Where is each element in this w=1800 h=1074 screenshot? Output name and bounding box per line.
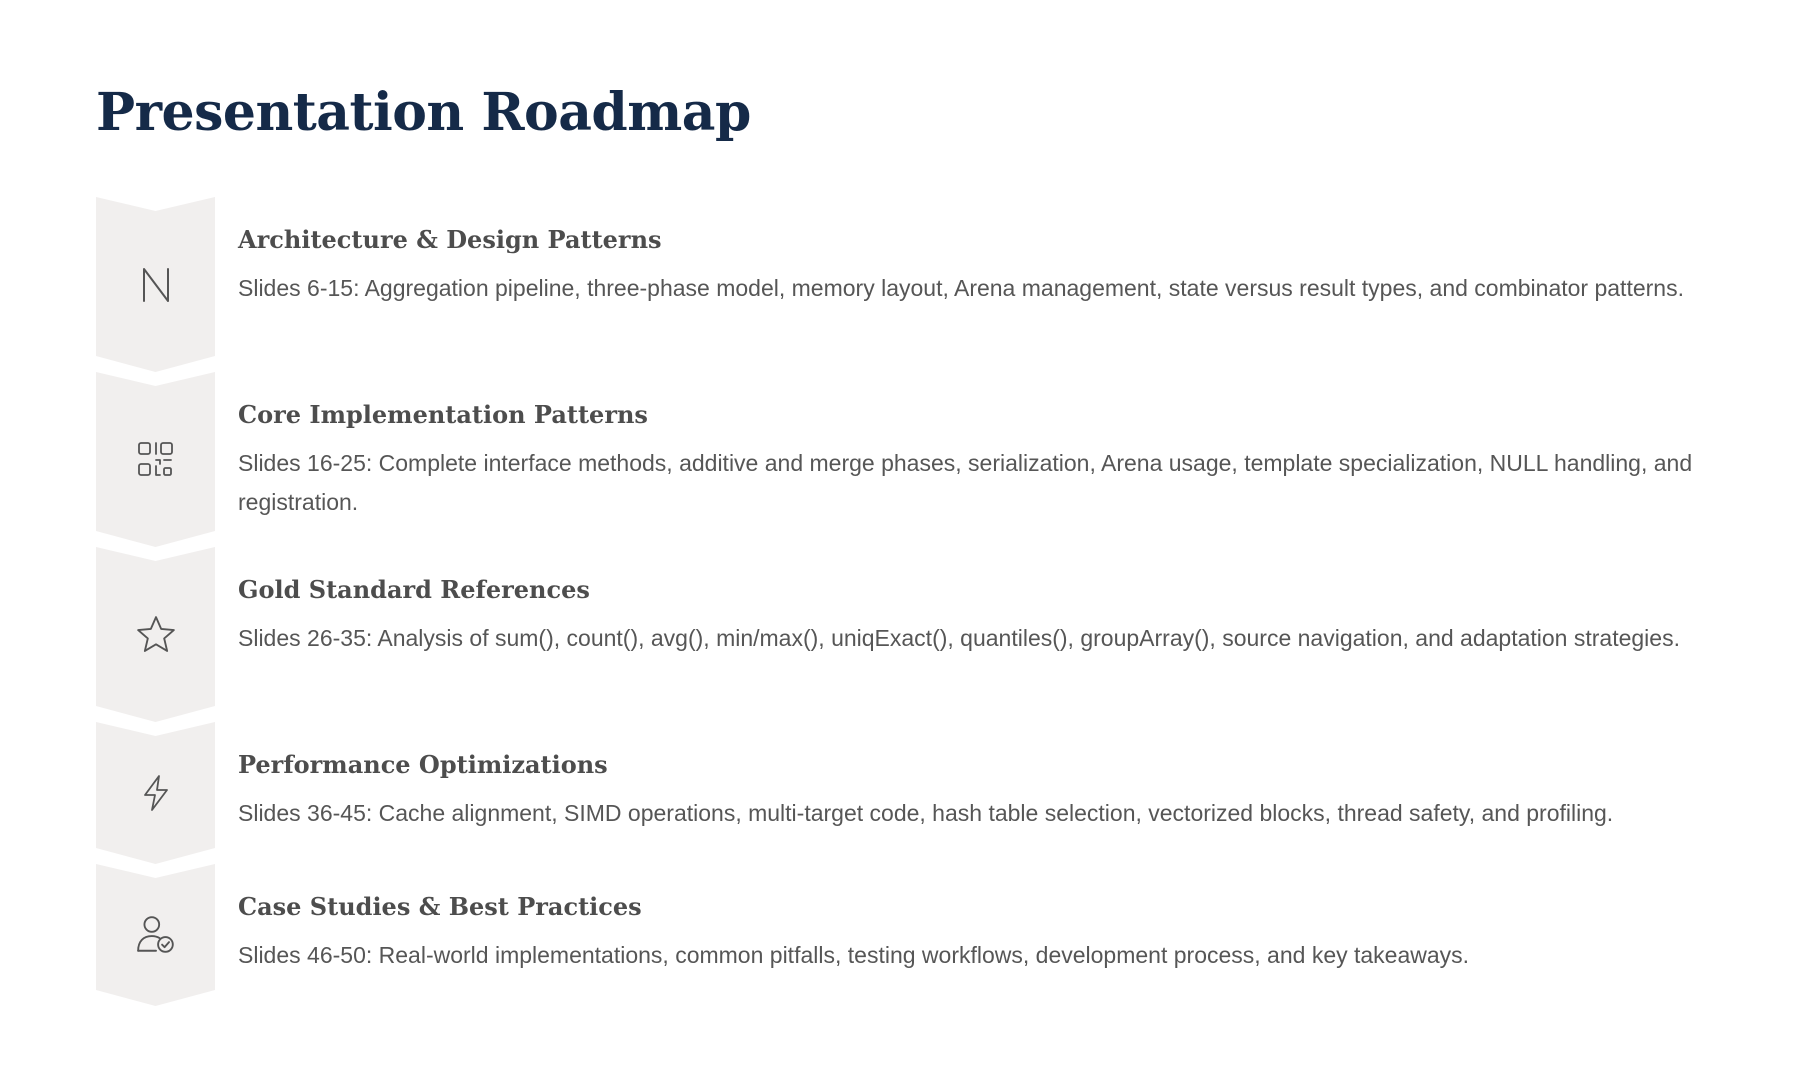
roadmap-item-title: Architecture & Design Patterns — [238, 225, 662, 254]
roadmap-item-title: Core Implementation Patterns — [238, 400, 648, 429]
roadmap-item-text — [238, 223, 1716, 308]
chevron-marker — [96, 197, 215, 372]
roadmap-item-description: Slides 36-45: Cache alignment, SIMD operations, multi-target code, hash table selection, vectorized blocks, thread safety, and profiling. — [238, 800, 1614, 826]
roadmap-item-title: Performance Optimizations — [238, 750, 608, 779]
chevron-marker — [96, 547, 215, 722]
roadmap-item-text — [238, 748, 1716, 833]
roadmap-item-description: Slides 46-50: Real-world implementations, common pitfalls, testing workflows, development process, and key takeaways. — [238, 942, 1470, 968]
page-title: Presentation Roadmap — [96, 82, 751, 143]
grid-blocks-icon — [96, 372, 215, 547]
roadmap-item-text — [238, 573, 1716, 658]
roadmap-item-title: Gold Standard References — [238, 575, 590, 604]
star-icon — [96, 547, 215, 722]
roadmap-item-description: Slides 26-35: Analysis of sum(), count(), avg(), min/max(), uniqExact(), quantiles(), groupArray(), source navigation, and adaptation strategies. — [238, 625, 1680, 651]
n-letter-icon — [96, 197, 215, 372]
roadmap-item-text — [238, 398, 1716, 522]
chevron-marker — [96, 722, 215, 864]
roadmap-item-description: Slides 16-25: Complete interface methods, additive and merge phases, serialization, Arena usage, template specialization, NULL handling, and registration. — [238, 450, 1693, 515]
chevron-marker — [96, 372, 215, 547]
roadmap-item-description: Slides 6-15: Aggregation pipeline, three-phase model, memory layout, Arena management, state versus result types, and combinator patterns. — [238, 275, 1684, 301]
roadmap-item-text — [238, 890, 1716, 975]
lightning-bolt-icon — [96, 722, 215, 864]
chevron-marker — [96, 864, 215, 1006]
user-check-icon — [96, 864, 215, 1006]
roadmap-item-title: Case Studies & Best Practices — [238, 892, 642, 921]
